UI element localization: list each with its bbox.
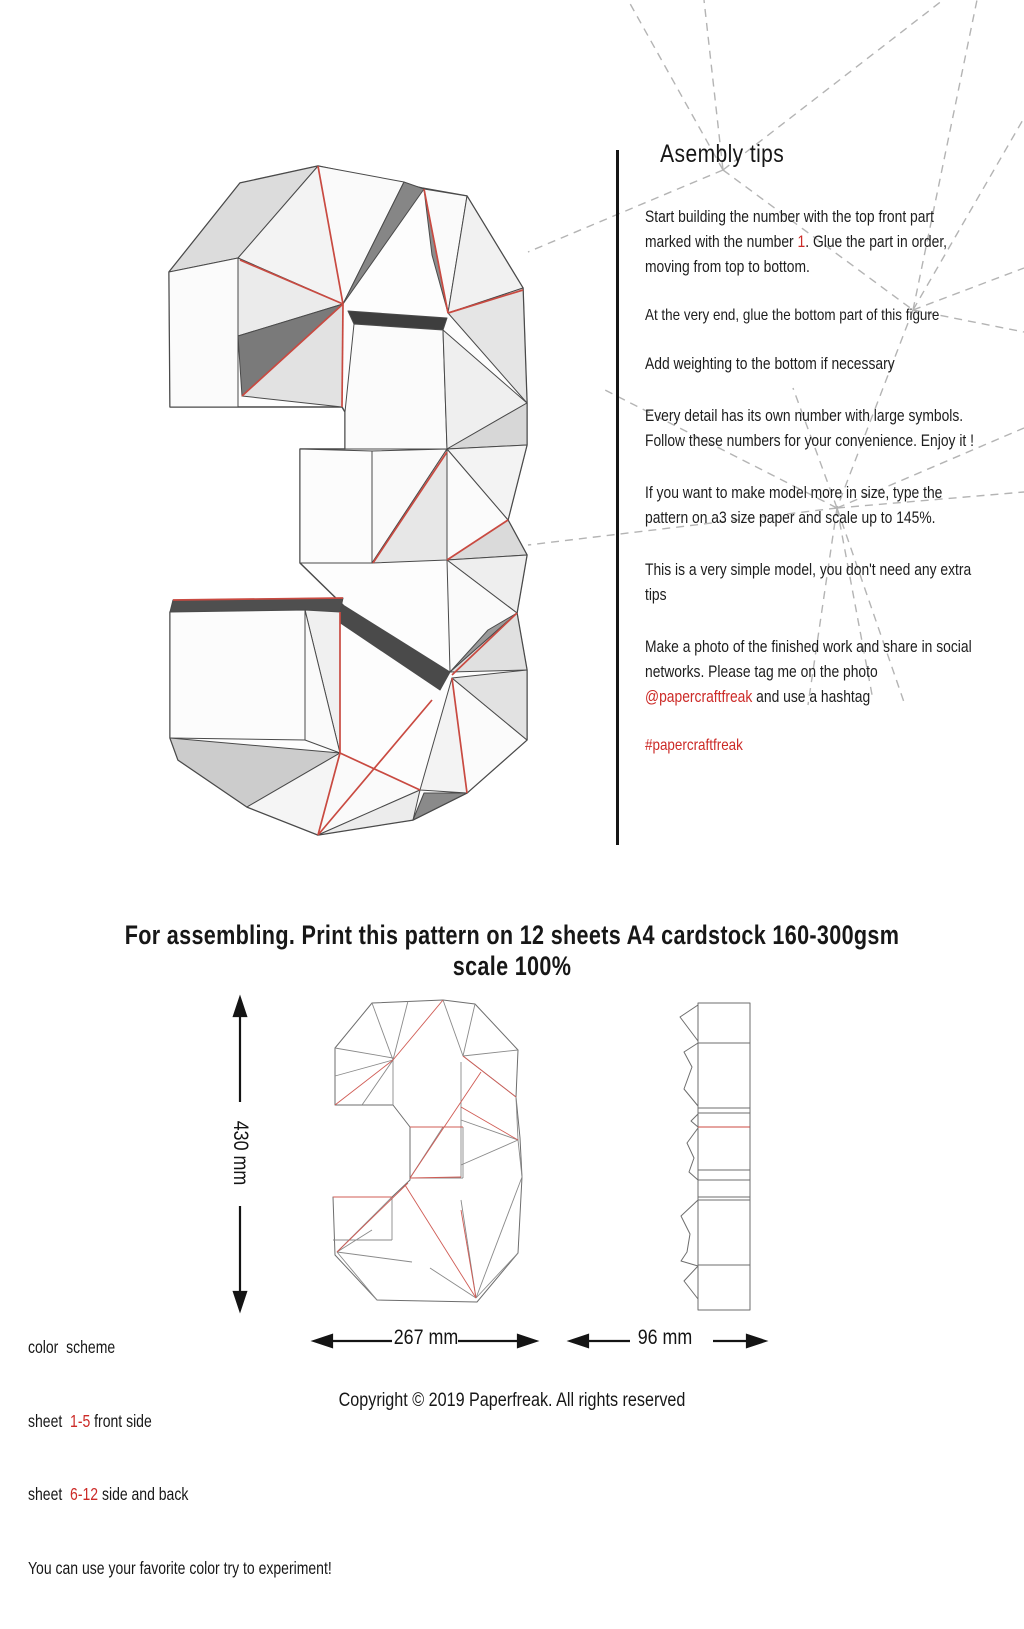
- print-instructions: For assembling. Print this pattern on 12 sheets A4 cardstock 160-300gsm scale 100%: [124, 920, 900, 981]
- color-scheme-hint: You can use your favorite color try to experiment!: [28, 1557, 332, 1578]
- social-hashtag: #papercraftfreak: [645, 737, 743, 754]
- height-dimension-label: 430 mm: [229, 1120, 252, 1186]
- social-handle: @papercraftfreak: [645, 688, 753, 706]
- tip-scaling: If you want to make model more in size, type the pattern on a3 size paper and scale up to 145%.: [645, 484, 943, 527]
- tip-numbering: Every detail has its own number with large symbols. Follow these numbers for your convenience. Enjoy it !: [645, 407, 974, 450]
- assembly-tips-panel: [645, 140, 983, 782]
- copyright: Copyright © 2019 Paperfreak. All rights reserved: [338, 1390, 686, 1411]
- side-pattern-strip: [680, 1003, 750, 1310]
- assembly-tips-title: Asembly tips: [660, 140, 785, 168]
- model-3d-number-3: [169, 166, 527, 835]
- part-number-1: 1: [797, 233, 806, 251]
- width-dimension-label: 267 mm: [393, 1326, 459, 1349]
- tip-build-order-end: At the very end, glue the bottom part of this figure: [645, 307, 940, 324]
- tip-weighting: Add weighting to the bottom if necessary: [645, 355, 895, 373]
- color-scheme-back: sheet 6-12 side and back: [28, 1484, 189, 1504]
- color-scheme-note: [28, 1286, 332, 1629]
- tip-build-order: Start building the number with the top front part marked with the number 1. Glue the part in order, moving from top to bottom.: [645, 208, 948, 276]
- side-width-dimension-label: 96 mm: [637, 1326, 693, 1349]
- color-scheme-title: color scheme: [28, 1337, 116, 1357]
- tip-share-photo: Make a photo of the finished work and share in social networks. Please tag me on the photo @papercraftfreak and use a hashtag: [645, 638, 972, 706]
- tip-simple-model: This is a very simple model, you don't need any extra tips: [645, 561, 972, 604]
- flat-pattern-3: [333, 1000, 522, 1302]
- color-scheme-front: sheet 1-5 front side: [28, 1410, 152, 1431]
- front-sheet-range: 1-5: [70, 1410, 91, 1431]
- back-sheet-range: 6-12: [70, 1484, 99, 1504]
